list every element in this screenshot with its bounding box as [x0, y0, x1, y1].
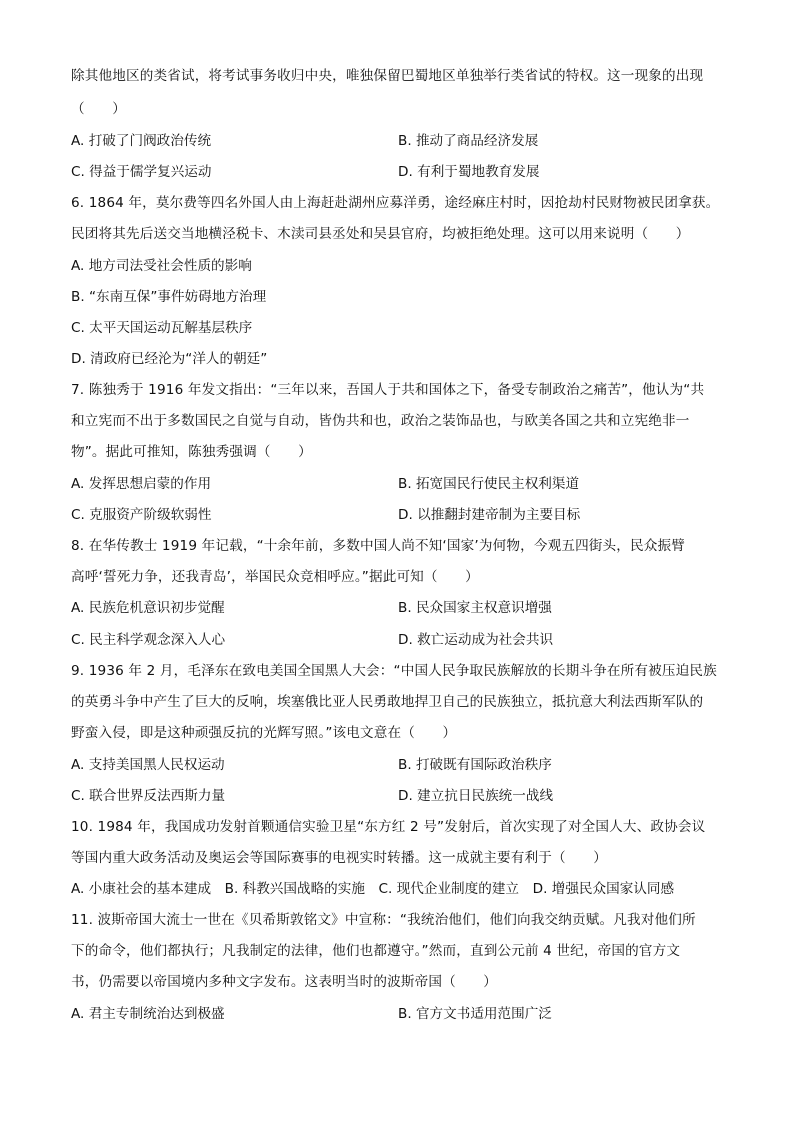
q8-stem-line: 高呼‘誓死力争，还我青岛’，举国民众竞相呼应。”据此可知（ ）: [71, 569, 479, 585]
q8-option-d: D. 救亡运动成为社会共识: [398, 632, 554, 648]
q9-stem-line: 9. 1936 年 2 月，毛泽东在致电美国全国黑人大会：“中国人民争取民族解放的长期斗争在所有被压迫民族: [71, 663, 717, 679]
q9-option-c: C. 联合世界反法西斯力量: [71, 788, 226, 804]
q10-stem-line: 10. 1984 年，我国成功发射首颗通信实验卫星“东方红 2 号”发射后，首次实现了对全国人大、政协会议: [71, 819, 706, 835]
q5-option-b: B. 推动了商品经济发展: [398, 133, 539, 149]
q6-stem-line: 6. 1864 年，莫尔费等四名外国人由上海赶赴湖州应募洋勇，途经麻庄村时，因抢劫村民财物被民团拿获。: [71, 195, 720, 211]
q9-option-b: B. 打破既有国际政治秩序: [398, 757, 552, 773]
q7-stem-line: 物”。据此可推知，陈独秀强调（ ）: [71, 444, 312, 460]
q9-stem-line: 野蛮入侵，即是这种顽强反抗的光辉写照。”该电文意在（ ）: [71, 725, 457, 741]
q11-option-b: B. 官方文书适用范围广泛: [398, 1006, 552, 1022]
q6-option-b: B. “东南互保”事件妨碍地方治理: [71, 289, 267, 305]
q5-option-c: C. 得益于儒学复兴运动: [71, 164, 212, 180]
q7-stem-line: 7. 陈独秀于 1916 年发文指出：“三年以来，吾国人于共和国体之下，备受专制政治之痛苦”，他认为“共: [71, 382, 705, 398]
q6-option-a: A. 地方司法受社会性质的影响: [71, 258, 252, 274]
q11-stem-line: 书，仍需要以帝国境内多种文字发布。这表明当时的波斯帝国（ ）: [71, 974, 498, 990]
q5-stem-line: （ ）: [71, 101, 126, 117]
q6-option-d: D. 清政府已经沦为“洋人的朝廷”: [71, 351, 268, 367]
q5-option-a: A. 打破了门阀政治传统: [71, 133, 212, 149]
q8-option-a: A. 民族危机意识初步觉醒: [71, 600, 225, 616]
q8-option-c: C. 民主科学观念深入人心: [71, 632, 226, 648]
q10-stem-line: 等国内重大政务活动及奥运会等国际赛事的电视实时转播。这一成就主要有利于（ ）: [71, 850, 608, 866]
q5-option-d: D. 有利于蜀地教育发展: [398, 164, 540, 180]
q9-option-a: A. 支持美国黑人民权运动: [71, 757, 225, 773]
q6-stem-line: 民团将其先后送交当地横泾税卡、木渎司县丞处和吴县官府，均被拒绝处理。这可以用来说明（ ）: [71, 226, 690, 242]
q11-option-a: A. 君主专制统治达到极盛: [71, 1006, 225, 1022]
q6-option-c: C. 太平天国运动瓦解基层秩序: [71, 320, 253, 336]
q5-stem-line: 除其他地区的类省试，将考试事务收归中央，唯独保留巴蜀地区单独举行类省试的特权。这一现象的出现: [71, 68, 704, 84]
q10-options-line: A. 小康社会的基本建成 B. 科教兴国战略的实施 C. 现代企业制度的建立 D. 增强民众国家认同感: [71, 881, 675, 897]
q11-stem-line: 下的命令，他们都执行；凡我制定的法律，他们也都遵守。”然而，直到公元前 4 世纪，帝国的官方文: [71, 943, 681, 959]
q9-option-d: D. 建立抗日民族统一战线: [398, 788, 554, 804]
q7-option-c: C. 克服资产阶级软弱性: [71, 507, 212, 523]
q7-option-d: D. 以推翻封建帝制为主要目标: [398, 507, 581, 523]
q7-option-a: A. 发挥思想启蒙的作用: [71, 476, 212, 492]
q8-option-b: B. 民众国家主权意识增强: [398, 600, 552, 616]
q7-stem-line: 和立宪而不出于多数国民之自觉与自动，皆伪共和也，政治之装饰品也，与欧美各国之共和立宪绝非一: [71, 413, 690, 429]
q9-stem-line: 的英勇斗争中产生了巨大的反响，埃塞俄比亚人民勇敢地捍卫自己的民族独立，抵抗意大利法西斯军队的: [71, 694, 704, 710]
q7-option-b: B. 拓宽国民行使民主权利渠道: [398, 476, 580, 492]
q8-stem-line: 8. 在华传教士 1919 年记载，“十余年前，多数中国人尚不知‘国家’为何物，今观五四街头，民众振臂: [71, 538, 686, 554]
q11-stem-line: 11. 波斯帝国大流士一世在《贝希斯敦铭文》中宣称：“我统治他们，他们向我交纳贡赋。凡我对他们所: [71, 912, 696, 928]
